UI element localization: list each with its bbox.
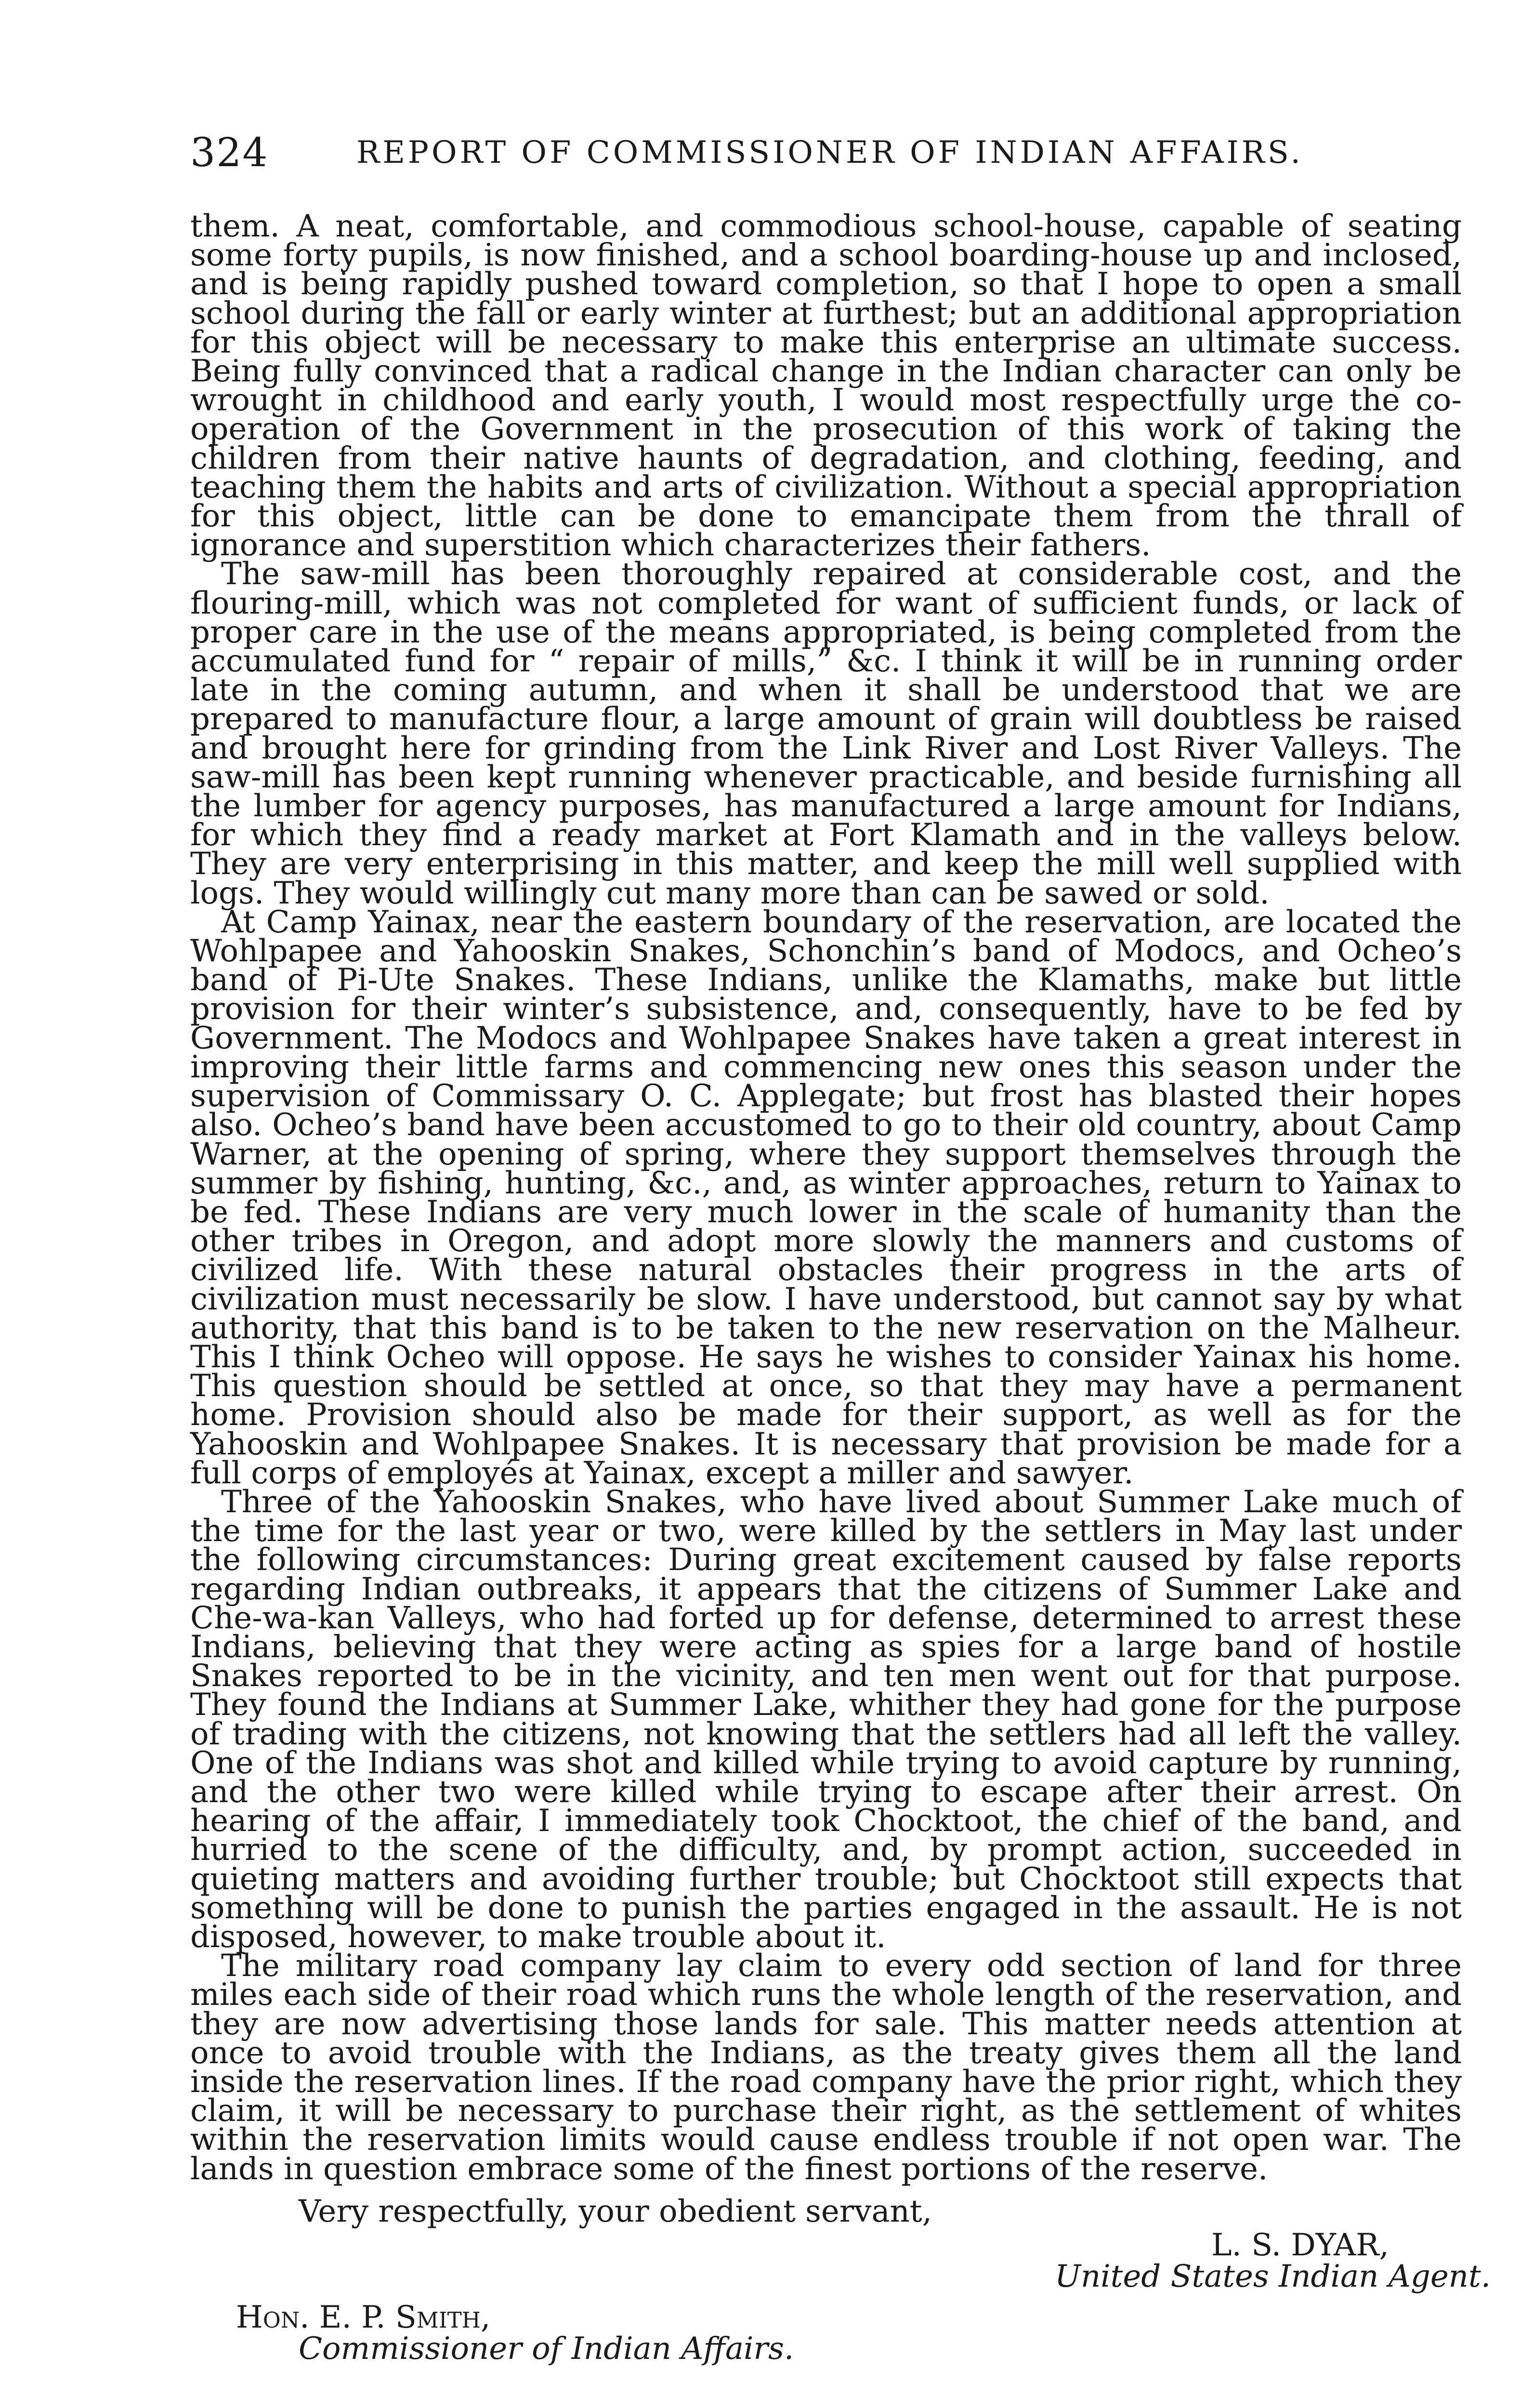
running-title: REPORT OF COMMISSIONER OF INDIAN AFFAIRS. — [356, 135, 1303, 170]
paragraph-yahooskin-snakes: Three of the Yahooskin Snakes, who have lived about Summer Lake much of the time for the last year or two, were killed by the settlers in May last under the following circumstances: During great excitement caused by false reports regarding Indian outbreaks, it appears that the citizens of Summer Lake and Che-wa-kan Valleys, who had forted up for defense, determined to arrest these Indians, believing that they were acting as spies for a large band of hostile Snakes reported to be in the vicinity, and ten men went out for that purpose. They found the Indians at Summer Lake, whither they had gone for the purpose of trading with the citizens, not knowing that the settlers had all left the valley. One of the Indians was shot and killed while trying to avoid capture by running, and the other two were killed while trying to escape after their arrest. On hearing of the affair, I immediately took Chocktoot, the chief of the band, and hurried to the scene of the difficulty, and, by prompt action, succeeded in quieting matters and avoiding further trouble; but Chocktoot still expects that something will be done to punish the parties engaged in the assault. He is not disposed, however, to make trouble about it. — [190, 1484, 1462, 1955]
signer-title: United States Indian Agent. — [1055, 2259, 1491, 2294]
recipient-title: Commissioner of Indian Affairs. — [299, 2331, 794, 2367]
paragraph-school: them. A neat, comfortable, and commodious school-house, capable of seating some forty pupils, is now finished, and a school boarding-house up and inclosed, and is being rapidly pushed toward completion, so that I hope to open a small school during the fall or early winter at furthest; but an additional appropriation for this object will be necessary to make this enterprise an ultimate success. Being fully convinced that a radical change in the Indian character can only be wrought in childhood and early youth, I would most respectfully urge the co-operation of the Government in the prosecution of this work of taking the children from their native haunts of degradation, and clothing, feeding, and teaching them the habits and arts of civilization. Without a special appropriation for this object, little can be done to emancipate them from the thrall of ignorance and superstition which characterizes their fathers. — [190, 209, 1462, 563]
paragraph-saw-mill: The saw-mill has been thoroughly repaired at considerable cost, and the flouring-mill, which was not completed for want of sufficient funds, or lack of proper care in the use of the means appropriated, is being completed from the accumulated fund for “ repair of mills,” &c. I think it will be in running order late in the coming autumn, and when it shall be understood that we are prepared to manufacture flour, a large amount of grain will doubtless be raised and brought here for grinding from the Link River and Lost River Valleys. The saw-mill has been kept running whenever practicable, and beside furnishing all the lumber for agency purposes, has manufactured a large amount for Indians, for which they find a ready market at Fort Klamath and in the valleys below. They are very enterprising in this matter, and keep the mill well supplied with logs. They would willingly cut many more than can be sawed or sold. — [190, 556, 1462, 911]
signer-name: L. S. DYAR, — [1211, 2227, 1389, 2263]
page-number: 324 — [190, 130, 269, 176]
closing-salutation: Very respectfully, your obedient servant, — [299, 2194, 932, 2229]
recipient-name: Hon. E. P. Smith, — [236, 2300, 491, 2335]
page-header — [190, 130, 1462, 183]
paragraph-camp-yainax: At Camp Yainax, near the eastern boundary of the reservation, are located the Wohlpapee and Yahooskin Snakes, Schonchin’s band of Modocs, and Ocheo’s band of Pi-Ute Snakes. These Indians, unlike the Klamaths, make but little provision for their winter’s subsistence, and, consequently, have to be fed by Government. The Modocs and Wohlpapee Snakes have taken a great interest in improving their little farms and commencing new ones this season under the supervision of Commissary O. C. Applegate; but frost has blasted their hopes also. Ocheo’s band have been accustomed to go to their old country, about Camp Warner, at the opening of spring, where they support themselves through the summer by fishing, hunting, &c., and, as winter approaches, return to Yainax to be fed. These Indians are very much lower in the scale of humanity than the other tribes in Oregon, and adopt more slowly the manners and customs of civilized life. With these natural obstacles their progress in the arts of civilization must necessarily be slow. I have understood, but cannot say by what authority, that this band is to be taken to the new reservation on the Malheur. This I think Ocheo will oppose. He says he wishes to consider Yainax his home. This question should be settled at once, so that they may have a permanent home. Provision should also be made for their support, as well as for the Yahooskin and Wohlpapee Snakes. It is necessary that provision be made for a full corps of employés at Yainax, except a miller and sawyer. — [190, 904, 1462, 1491]
report-body — [190, 209, 1462, 2187]
paragraph-military-road: The military road company lay claim to every odd section of land for three miles each side of their road which runs the whole length of the reservation, and they are now advertising those lands for sale. This matter needs attention at once to avoid trouble with the Indians, as the treaty gives them all the land inside the reservation lines. If the road company have the prior right, which they claim, it will be necessary to purchase their right, as the settlement of whites within the reservation limits would cause endless trouble if not open war. The lands in question embrace some of the finest portions of the reserve. — [190, 1948, 1462, 2187]
